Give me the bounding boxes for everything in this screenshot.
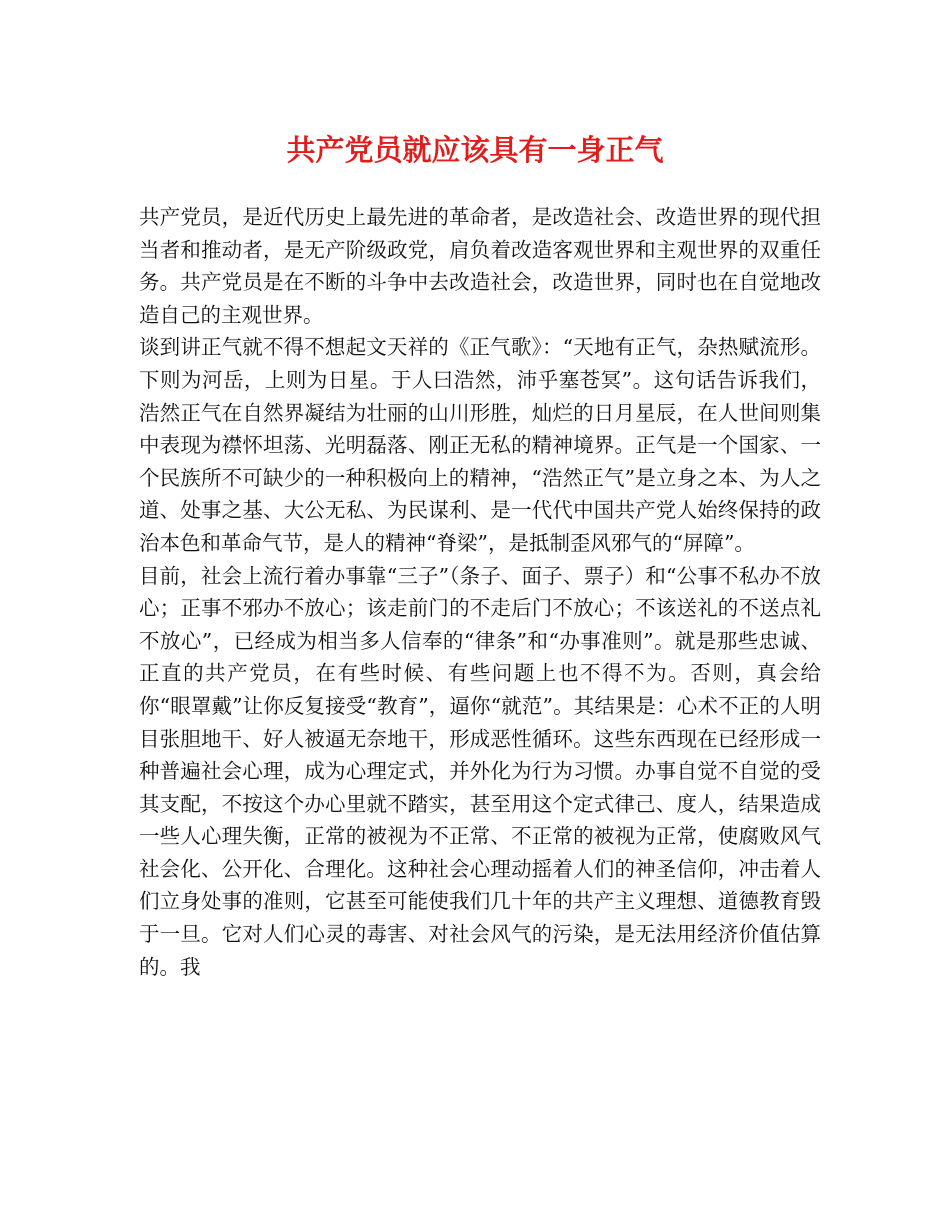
paragraph-1: 共产党员，是近代历史上最先进的革命者，是改造社会、改造世界的现代担当者和推动者，是无产阶级政党，肩负着改造客观世界和主观世界的双重任务。共产党员是在不断的斗争中去改造社会，改造世界，同时也在自觉地改造自己的主观世界。 [139, 205, 821, 327]
paragraph-2: 谈到讲正气就不得不想起文天祥的《正气歌》：“天地有正气，杂热赋流形。下则为河岳，上则为日星。于人曰浩然，沛乎塞苍冥”。这句话告诉我们，浩然正气在自然界凝结为壮丽的山川形胜，灿烂的日月星辰，在人世间则集中表现为襟怀坦荡、光明磊落、刚正无私的精神境界。正气是一个国家、一个民族所不可缺少的一种积极向上的精神，“浩然正气”是立身之本、为人之道、处事之基、大公无私、为民谋利、是一代代中国共产党人始终保持的政治本色和革命气节，是人的精神“脊梁”，是抵制歪风邪气的“屏障”。 [139, 335, 821, 555]
document-title: 共产党员就应该具有一身正气 [286, 133, 664, 167]
paragraph-3: 目前，社会上流行着办事靠“三子”（条子、面子、票子）和“公事不私办不放心；正事不邪办不放心；该走前门的不走后门不放心；不该送礼的不送点礼不放心”，已经成为相当多人信奉的“律条”和“办事准则”。就是那些忠诚、正直的共产党员，在有些时候、有些问题上也不得不为。否则，真会给你“眼罩戴”让你反复接受“教育”，逼你“就范”。其结果是：心术不正的人明目张胆地干、好人被逼无奈地干，形成恶性循环。这些东西现在已经形成一种普遍社会心理，成为心理定式，并外化为行为习惯。办事自觉不自觉的受其支配，不按这个办心里就不踏实，甚至用这个定式律己、度人，结果造成一些人心理失衡，正常的被视为不正常、不正常的被视为正常，使腐败风气社会化、公开化、合理化。这种社会心理动摇着人们的神圣信仰，冲击着人们立身处事的准则，它甚至可能使我们几十年的共产主义理想、道德教育毁于一旦。它对人们心灵的毒害、对社会风气的污染，是无法用经济价值估算的。我 [139, 563, 821, 979]
document-body [139, 201, 821, 983]
